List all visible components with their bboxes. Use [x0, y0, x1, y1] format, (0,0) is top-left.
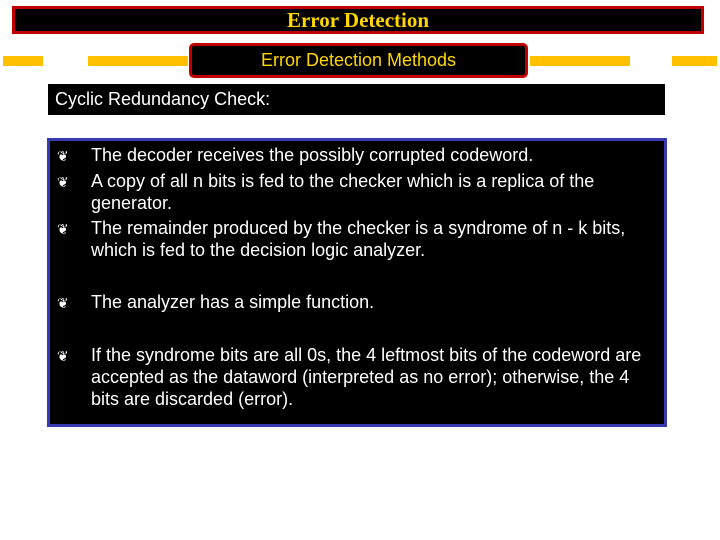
bullet-list-box: [47, 138, 667, 427]
title-bar: [12, 6, 704, 34]
accent-stripe-right: [672, 56, 717, 66]
fleur-bullet-icon: ❦: [57, 148, 69, 164]
bullet-item: [57, 344, 657, 410]
accent-stripe-mid-right: [530, 56, 630, 66]
bullet-item: [57, 144, 657, 167]
subtitle-box: [189, 43, 528, 78]
slide-title: Error Detection: [286, 7, 430, 32]
section-heading-bar: [48, 84, 665, 115]
bullet-text: The decoder receives the possibly corrupted codeword.: [91, 145, 534, 165]
bullet-text: If the syndrome bits are all 0s, the 4 leftmost bits of the codeword are accepted as the dataword (interpreted as no error); otherwise, the 4 bits are discarded (error).: [91, 345, 642, 409]
bullet-item: [57, 217, 657, 261]
bullet-text: A copy of all n bits is fed to the checker which is a replica of the generator.: [91, 171, 595, 213]
fleur-bullet-icon: ❦: [57, 174, 69, 190]
bullet-item: [57, 170, 657, 214]
accent-stripe-mid-left: [88, 56, 188, 66]
bullet-text: The analyzer has a simple function.: [91, 292, 375, 312]
fleur-bullet-icon: ❦: [57, 295, 69, 311]
bullet-text: The remainder produced by the checker is a syndrome of n - k bits, which is fed to the decision logic analyzer.: [91, 218, 626, 260]
fleur-bullet-icon: ❦: [57, 221, 69, 237]
bullet-item: [57, 291, 657, 314]
fleur-bullet-icon: ❦: [57, 348, 69, 364]
slide-subtitle: Error Detection Methods: [260, 50, 457, 70]
accent-stripe-left: [3, 56, 43, 66]
section-heading: Cyclic Redundancy Check:: [55, 89, 271, 109]
